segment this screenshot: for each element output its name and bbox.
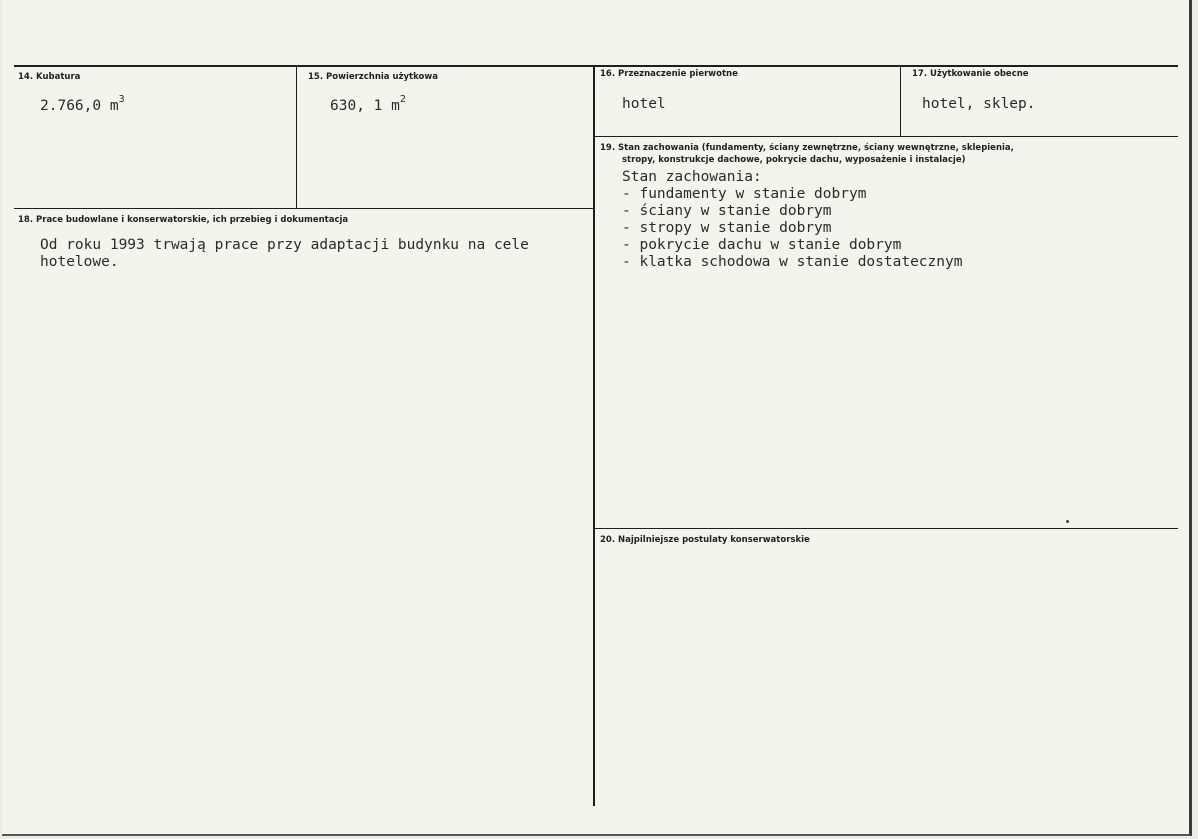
field-19-text — [622, 169, 962, 271]
field-19-label-line-2: stropy, konstrukcje dachowe, pokrycie dachu, wyposażenie i instalacje) — [622, 155, 966, 165]
field-17-value: hotel, sklep. — [922, 96, 1036, 112]
rule-below-16-17 — [594, 136, 1178, 137]
field-20-label: 20. Najpilniejsze postulaty konserwatorskie — [600, 535, 810, 545]
field-15-value — [330, 94, 406, 115]
record-card — [2, 0, 1192, 836]
top-rule — [14, 65, 1178, 67]
field-17-label: 17. Użytkowanie obecne — [912, 69, 1029, 79]
divider-16-17 — [900, 66, 901, 136]
field-16-label: 16. Przeznaczenie pierwotne — [600, 69, 738, 79]
divider-14-15 — [296, 66, 297, 208]
field-19-line: - fundamenty w stanie dobrym — [622, 186, 867, 202]
field-15-label: 15. Powierzchnia użytkowa — [308, 72, 438, 82]
field-19-line: - stropy w stanie dobrym — [622, 220, 832, 236]
field-19-line: - ściany w stanie dobrym — [622, 203, 832, 219]
field-18-label: 18. Prace budowlane i konserwatorskie, ich przebieg i dokumentacja — [18, 215, 349, 225]
field-15-value-text: 630, 1 m — [330, 98, 400, 114]
field-14-value-text: 2.766,0 m — [40, 98, 119, 114]
field-18-line: Od roku 1993 trwają prace przy adaptacji budynku na cele — [40, 237, 529, 253]
field-18-text — [40, 237, 529, 271]
scan-speck — [1066, 520, 1069, 523]
field-19-line: - pokrycie dachu w stanie dobrym — [622, 237, 902, 253]
field-19-label-line-1: 19. Stan zachowania (fundamenty, ściany zewnętrzne, ściany wewnętrzne, sklepienia, — [600, 143, 1014, 153]
field-15-unit-power: 2 — [399, 94, 406, 105]
rule-below-14-15 — [14, 208, 594, 209]
field-14-value — [40, 94, 125, 115]
rule-above-20 — [594, 528, 1178, 529]
field-18-line: hotelowe. — [40, 254, 119, 270]
field-16-value: hotel — [622, 96, 666, 112]
center-divider — [593, 66, 595, 806]
field-14-unit-power: 3 — [118, 94, 125, 105]
field-14-label: 14. Kubatura — [18, 72, 81, 82]
field-19-line: - klatka schodowa w stanie dostatecznym — [622, 254, 963, 270]
field-19-line: Stan zachowania: — [622, 169, 762, 185]
